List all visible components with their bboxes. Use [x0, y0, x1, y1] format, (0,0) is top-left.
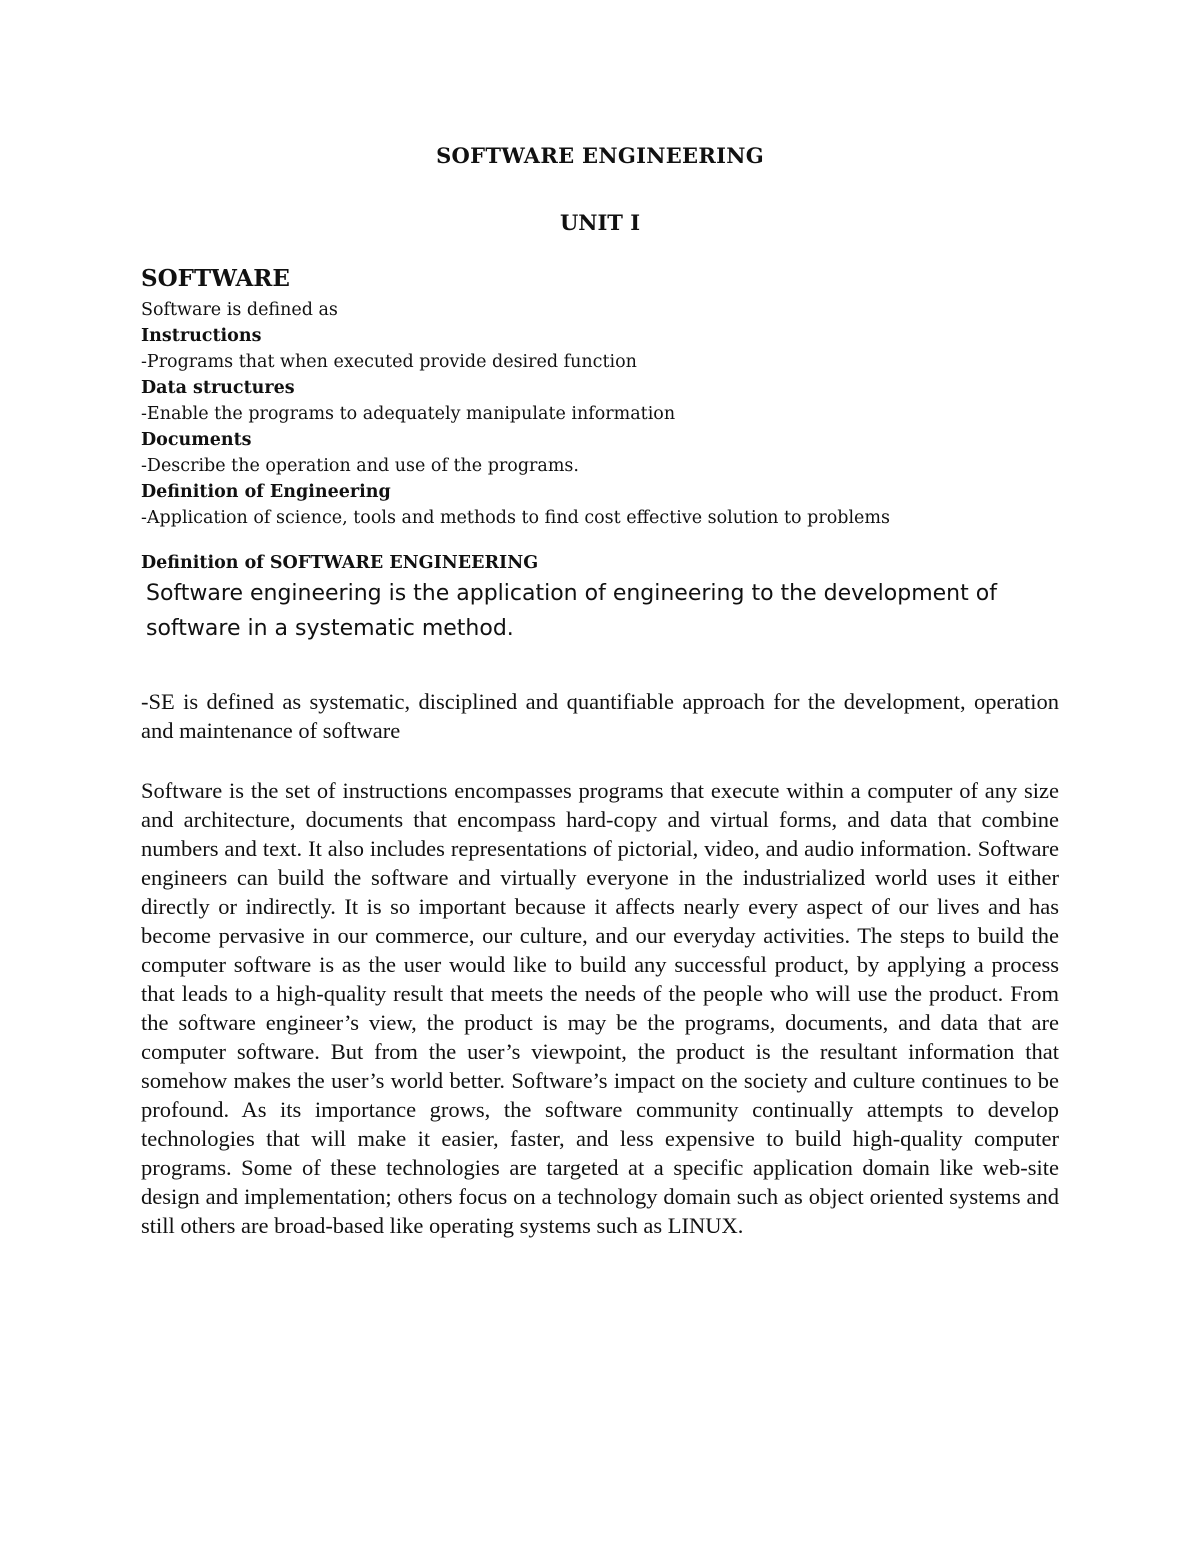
definition-description: -Programs that when executed provide desired function [141, 352, 637, 372]
software-heading: SOFTWARE [141, 265, 290, 292]
software-definition-list [141, 297, 1071, 531]
definition-description: -Application of science, tools and methods to find cost effective solution to problems [141, 508, 890, 528]
se-approach-paragraph: -SE is defined as systematic, disciplined and quantifiable approach for the development, operation and maintenance of software [141, 689, 1059, 743]
software-body-paragraph: Software is the set of instructions encompasses programs that execute within a computer of any size and architecture, documents that encompass hard-copy and virtual forms, and data that combine numbers and text. It also includes representations of pictorial, video, and audio information. Software engineers can build the software and virtually everyone in the industrialized world uses it either directly or indirectly. It is so important because it affects nearly every aspect of our lives and has become pervasive in our commerce, our culture, and our everyday activities. The steps to build the computer software is as the user would like to build any successful product, by applying a process that leads to a high-quality result that meets the needs of the people who will use the product. From the software engineer’s view, the product is may be the programs, documents, and data that are computer software. But from the user’s viewpoint, the product is the resultant information that somehow makes the user’s world better. Software’s impact on the society and culture continues to be profound. As its importance grows, the software community continually attempts to develop technologies that will make it easier, faster, and less expensive to build high-quality computer programs. Some of these technologies are targeted at a specific application domain like web-site design and implementation; others focus on a technology domain such as object oriented systems and still others are broad-based like operating systems such as LINUX. [141, 778, 1059, 1238]
definition-description: -Describe the operation and use of the programs. [141, 456, 579, 476]
se-definition-text: Software engineering is the application of engineering to the development of software in a systematic method. [146, 581, 997, 641]
definition-term: Data structures [141, 378, 295, 398]
definition-term: Instructions [141, 326, 262, 346]
document-title: SOFTWARE ENGINEERING [436, 143, 764, 168]
se-definition-heading: Definition of SOFTWARE ENGINEERING [141, 553, 539, 573]
software-intro: Software is defined as [141, 300, 338, 320]
definition-term: Documents [141, 430, 252, 450]
definition-description: -Enable the programs to adequately manipulate information [141, 404, 676, 424]
definition-term: Definition of Engineering [141, 482, 391, 502]
unit-title: UNIT I [559, 210, 641, 235]
